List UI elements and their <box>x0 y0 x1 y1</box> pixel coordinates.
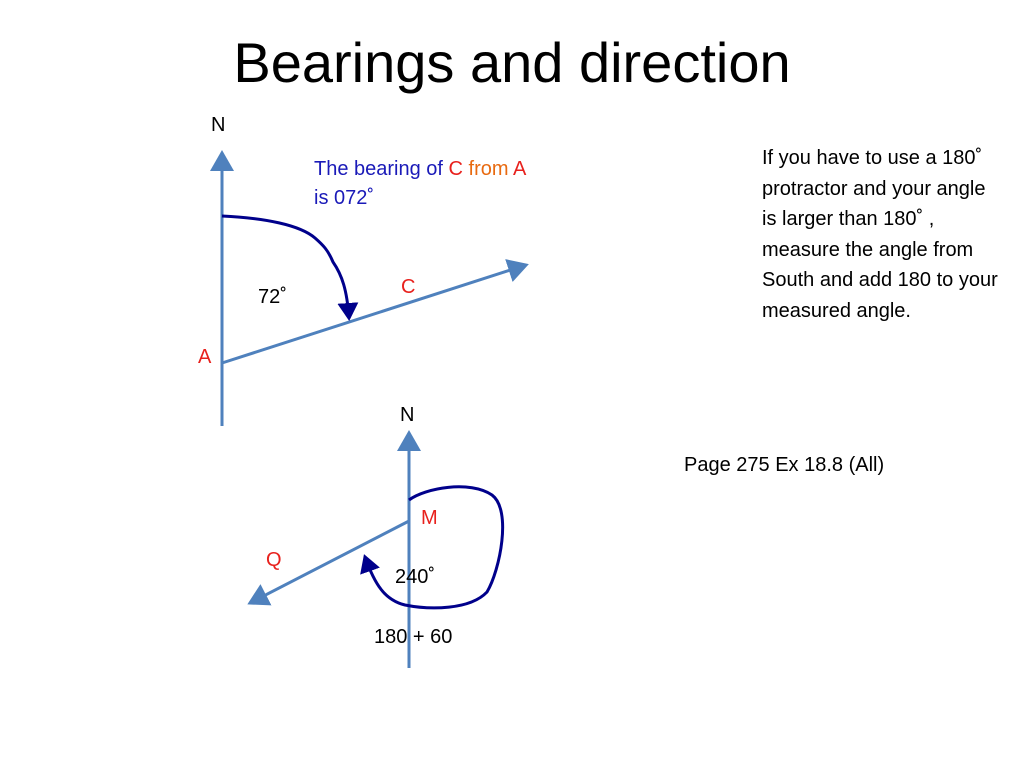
bearing-caption <box>314 155 584 213</box>
exercise-reference: Page 275 Ex 18.8 (All) <box>684 454 885 476</box>
caption-point-a: A <box>513 158 527 180</box>
caption-text-2: is 072˚ <box>314 187 375 209</box>
point-q-label: Q <box>266 549 282 571</box>
point-m-label: M <box>421 507 438 529</box>
angle-72-label: 72˚ <box>258 286 287 308</box>
north-label-1: N <box>211 114 226 136</box>
angle-arc-240 <box>365 487 503 608</box>
point-a-label: A <box>198 346 212 368</box>
point-c-label: C <box>401 276 416 298</box>
caption-point-c: C <box>448 158 463 180</box>
angle-240-label: 240˚ <box>395 566 436 588</box>
caption-from: from <box>462 158 513 180</box>
protractor-note: If you have to use a 180˚ protractor and your angle is larger than 180˚ , measure the angle from South and add 180 to your measured angle. <box>762 147 998 322</box>
north-label-2: N <box>400 404 415 426</box>
bearing-line-ac <box>222 265 526 363</box>
caption-text-1: The bearing of <box>314 158 449 180</box>
slide-title: Bearings and direction <box>233 31 791 94</box>
sum-label: 180 + 60 <box>374 626 453 648</box>
